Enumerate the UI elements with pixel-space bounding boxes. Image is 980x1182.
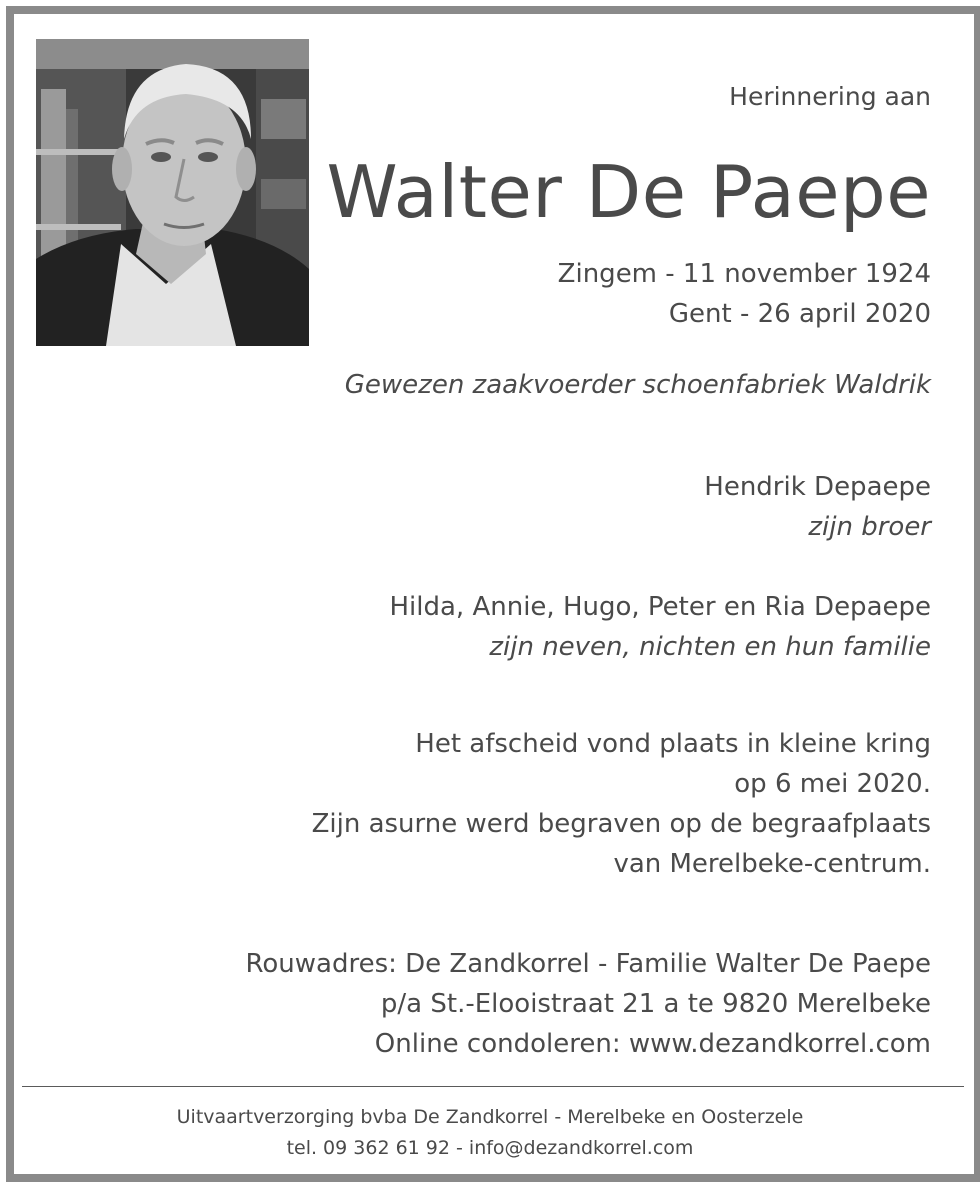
footer: [0, 1102, 980, 1164]
contact-address-line: Rouwadres: De Zandkorrel - Familie Walter De Paepe: [245, 949, 931, 979]
footer-divider: [22, 1086, 964, 1087]
footer-contact: tel. 09 362 61 92 - info@dezandkorrel.com: [286, 1137, 694, 1159]
birth-line: Zingem - 11 november 1924: [557, 259, 931, 289]
deceased-name: Walter De Paepe: [326, 150, 931, 234]
farewell-line: Zijn asurne werd begraven op de begraafplaats: [311, 809, 931, 839]
relative-role: zijn broer: [808, 512, 931, 542]
contact-paragraph: [245, 944, 931, 1064]
relative-names: Hendrik Depaepe: [704, 472, 931, 502]
farewell-line: Het afscheid vond plaats in kleine kring: [415, 729, 931, 759]
footer-company: Uitvaartverzorging bvba De Zandkorrel - Merelbeke en Oosterzele: [176, 1106, 804, 1128]
relative-group: [704, 467, 931, 547]
farewell-line: van Merelbeke-centrum.: [613, 849, 931, 879]
death-line: Gent - 26 april 2020: [668, 299, 931, 329]
relative-names: Hilda, Annie, Hugo, Peter en Ria Depaepe: [389, 592, 931, 622]
life-dates: [558, 254, 931, 334]
farewell-paragraph: [312, 724, 931, 884]
contact-online-line: Online condoleren: www.dezandkorrel.com: [374, 1029, 931, 1059]
contact-street-line: p/a St.-Elooistraat 21 a te 9820 Merelbeke: [380, 989, 931, 1019]
occupation-text: Gewezen zaakvoerder schoenfabriek Waldrik: [344, 370, 931, 400]
farewell-line: op 6 mei 2020.: [734, 769, 931, 799]
intro-text: Herinnering aan: [729, 82, 931, 111]
relative-group: [390, 587, 932, 667]
relative-role: zijn neven, nichten en hun familie: [489, 632, 931, 662]
portrait-photo: [36, 39, 309, 346]
